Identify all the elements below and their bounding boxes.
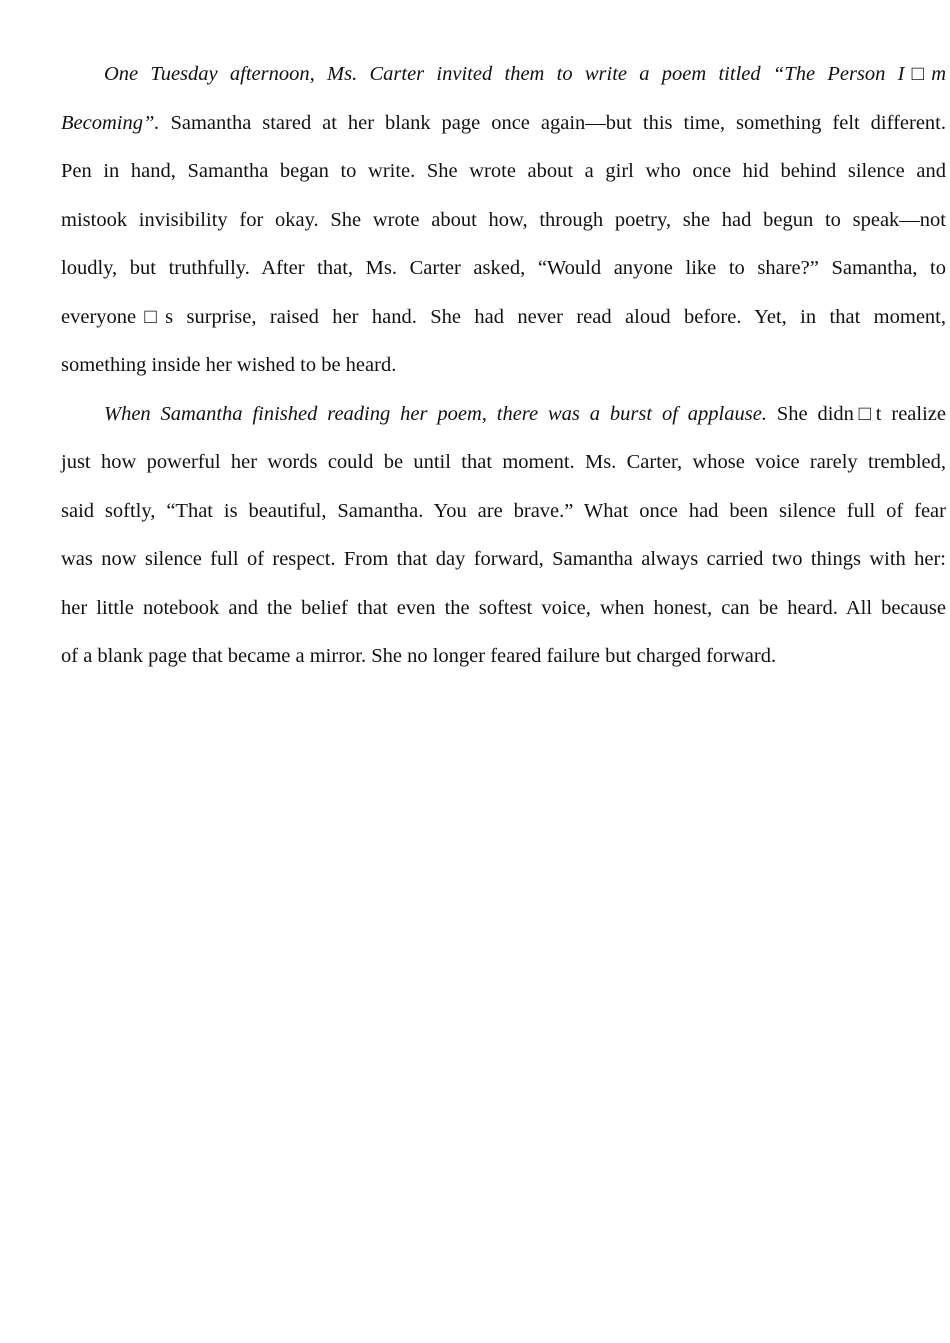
text-italic: When Samantha finished reading her poem, there was a burst of applause. [104, 402, 767, 425]
text-line [61, 149, 946, 198]
text-italic: Becoming”. [61, 111, 160, 134]
document-body [61, 52, 946, 683]
text-line [61, 246, 946, 295]
text-regular: something inside her wished to be heard. [61, 354, 397, 376]
text-italic: One Tuesday afternoon, Ms. Carter invited them to write a poem titled “The Person I□m [104, 63, 946, 85]
text-regular: just how powerful her words could be until that moment. Ms. Carter, whose voice rarely trembled, [61, 451, 946, 473]
text-line [61, 537, 946, 586]
text-line [61, 52, 946, 101]
text-line [61, 634, 946, 683]
text-line [61, 343, 946, 392]
text-line [61, 198, 946, 247]
text-line [61, 440, 946, 489]
text-regular: her little notebook and the belief that even the softest voice, when honest, can be heard. All because [61, 596, 946, 619]
text-regular: said softly, “That is beautiful, Samantha. You are brave.” What once had been silence full of fear [61, 499, 946, 522]
text-regular: was now silence full of respect. From that day forward, Samantha always carried two things with her: [61, 548, 946, 570]
text-regular: Pen in hand, Samantha began to write. She wrote about a girl who once hid behind silence and [61, 160, 946, 182]
text-regular: of a blank page that became a mirror. She no longer feared failure but charged forward. [61, 645, 777, 667]
text-regular: She didn□t realize [766, 402, 946, 425]
text-regular: everyone□s surprise, raised her hand. She had never read aloud before. Yet, in that moment, [61, 305, 946, 328]
text-regular: mistook invisibility for okay. She wrote about how, through poetry, she had begun to speak—not [61, 208, 946, 231]
text-line [61, 101, 946, 150]
text-regular: Samantha stared at her blank page once again—but this time, something felt different. [159, 111, 946, 134]
text-line [61, 586, 946, 635]
text-line [61, 295, 946, 344]
paragraph-2 [61, 392, 946, 683]
text-regular: loudly, but truthfully. After that, Ms. Carter asked, “Would anyone like to share?” Samantha, to [61, 257, 946, 279]
text-line [61, 392, 946, 441]
paragraph-1 [61, 52, 946, 392]
text-line [61, 489, 946, 538]
